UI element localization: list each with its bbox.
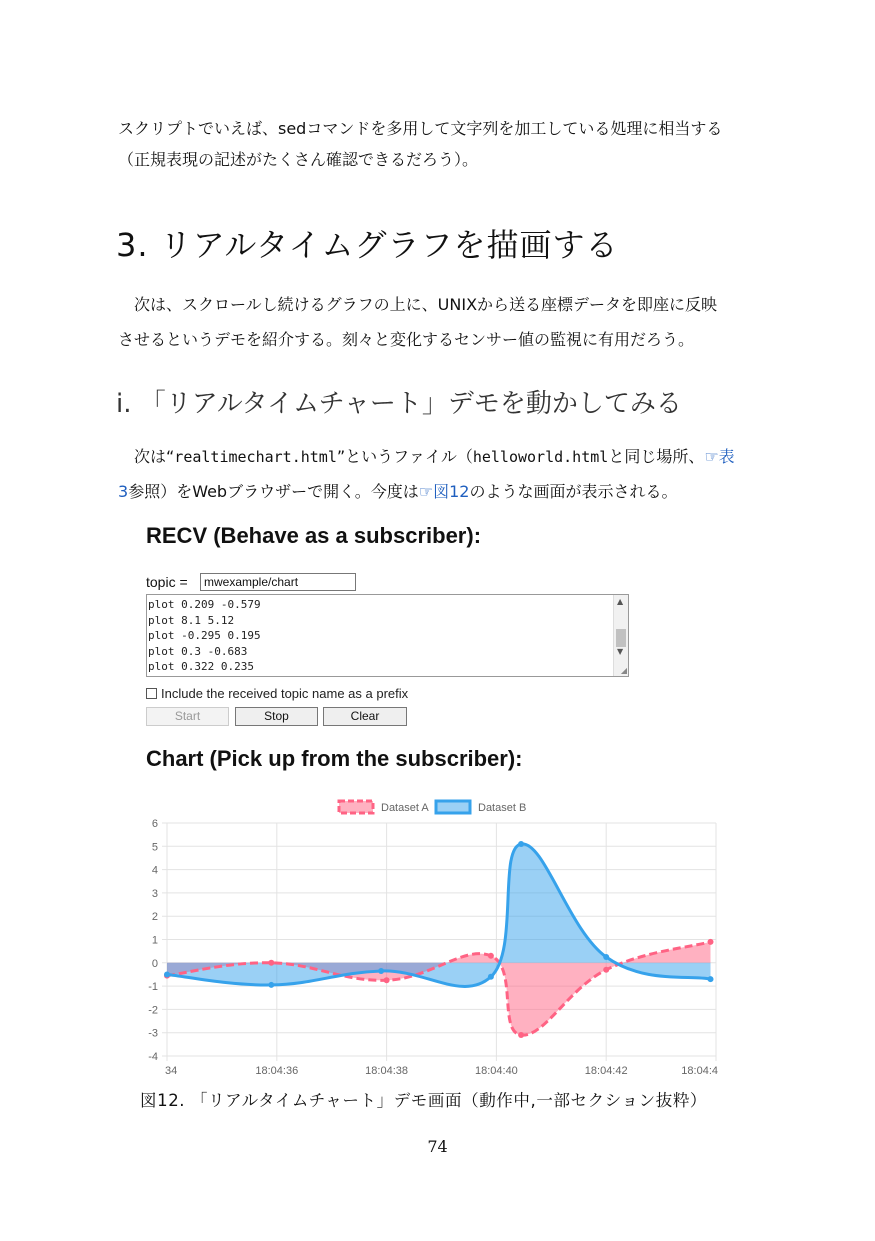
data-point (268, 960, 274, 966)
chart-heading: Chart (Pick up from the subscriber): (146, 746, 523, 771)
y-tick-label: 4 (151, 864, 158, 877)
prefix-checkbox[interactable] (146, 688, 157, 699)
received-line: plot 0.209 -0.579 (148, 598, 261, 611)
para-text: 参照）をWebブラウザーで開く。今度は (128, 482, 419, 501)
prefix-checkbox-label: Include the received topic name as a prefix (161, 686, 409, 701)
section-para-line-1: 次は、スクロールし続けるグラフの上に、UNIXから送る座標データを即座に反映 (134, 295, 718, 314)
filename-helloworld: helloworld.html (472, 448, 609, 466)
y-tick-label: 2 (151, 911, 158, 924)
legend-swatch (339, 801, 373, 813)
textarea-scrollbar[interactable] (613, 595, 628, 676)
legend-label: Dataset A (381, 802, 429, 814)
received-line: plot 8.1 5.12 (148, 613, 235, 627)
data-point (708, 976, 714, 982)
y-tick-label: -2 (148, 1004, 158, 1017)
series-line (167, 942, 711, 1035)
prefix-option (146, 686, 408, 701)
y-tick-label: 1 (151, 934, 158, 947)
y-tick-label: 0 (151, 957, 158, 970)
series-area (167, 942, 711, 1035)
table-3-link-number[interactable]: 3 (118, 482, 129, 501)
data-point (518, 1032, 524, 1038)
clear-button[interactable]: Clear (323, 707, 407, 726)
received-line: plot -0.295 0.195 (148, 629, 261, 642)
para-text: ”というファイル（ (336, 447, 473, 466)
x-tick-label: 18:04:40 (474, 1065, 518, 1077)
realtime-chart (140, 795, 730, 1085)
received-line: plot 0.322 0.235 (148, 660, 254, 673)
table-3-link[interactable]: ☞表 (704, 447, 735, 466)
scroll-down-arrow-icon[interactable]: ▼ (617, 647, 624, 656)
legend-label: Dataset B (478, 802, 527, 814)
data-point (164, 971, 170, 977)
resize-grip-icon[interactable]: ◢ (620, 666, 627, 675)
y-tick-label: 5 (151, 841, 158, 854)
subsection-heading: i. 「リアルタイムチャート」デモを動かしてみる (116, 389, 682, 419)
y-tick-label: -1 (148, 981, 158, 994)
received-line: plot 0.3 -0.683 (148, 644, 248, 658)
x-tick-label: 18:04:42 (584, 1065, 628, 1077)
data-point (488, 974, 494, 980)
para-text: 次は“ (134, 447, 175, 466)
topic-label: topic = (146, 574, 188, 590)
legend-swatch (436, 801, 470, 813)
section-heading: 3. リアルタイムグラフを描画する (116, 226, 619, 264)
data-point (518, 841, 524, 847)
y-tick-label: -3 (148, 1027, 158, 1040)
intro-line-1: スクリプトでいえば、sedコマンドを多用して文字列を加工している処理に相当する (118, 119, 723, 138)
filename-realtimechart: realtimechart.html (174, 448, 337, 466)
page-number: 74 (427, 1137, 448, 1156)
subsection-para-line-2 (118, 477, 758, 507)
figure-12-link[interactable]: ☞図12 (418, 482, 470, 501)
x-tick-label: 34 (165, 1065, 178, 1077)
data-point (708, 939, 714, 945)
scroll-up-arrow-icon[interactable]: ▲ (617, 597, 624, 606)
para-text: と同じ場所、 (608, 447, 705, 466)
start-button[interactable]: Start (146, 707, 229, 726)
figure-caption: 図12. 「リアルタイムチャート」デモ画面（動作中,一部セクション抜粋） (140, 1091, 708, 1110)
section-para-line-2: させるというデモを紹介する。刻々と変化するセンサー値の監視に有用だろう。 (118, 330, 695, 349)
data-point (603, 954, 609, 960)
stop-button[interactable]: Stop (235, 707, 318, 726)
y-tick-label: 6 (151, 818, 158, 830)
data-point (268, 982, 274, 988)
received-lines (148, 597, 261, 675)
data-point (384, 977, 390, 983)
topic-input[interactable]: mwexample/chart (200, 573, 356, 591)
scrollbar-thumb[interactable] (616, 629, 626, 647)
intro-line-2: （正規表現の記述がたくさん確認できるだろう）。 (118, 150, 479, 169)
y-tick-label: 3 (151, 887, 158, 900)
data-point (603, 967, 609, 973)
data-point (378, 968, 384, 974)
recv-heading: RECV (Behave as a subscriber): (146, 523, 482, 548)
received-messages-textarea[interactable] (146, 594, 629, 677)
x-tick-label: 18:04:36 (255, 1065, 299, 1077)
x-tick-label: 18:04:4 (681, 1065, 718, 1077)
subsection-para-line-1 (118, 442, 758, 472)
para-text: のような画面が表示される。 (469, 482, 678, 501)
x-tick-label: 18:04:38 (365, 1065, 409, 1077)
data-point (488, 953, 494, 959)
y-tick-label: -4 (148, 1051, 158, 1063)
